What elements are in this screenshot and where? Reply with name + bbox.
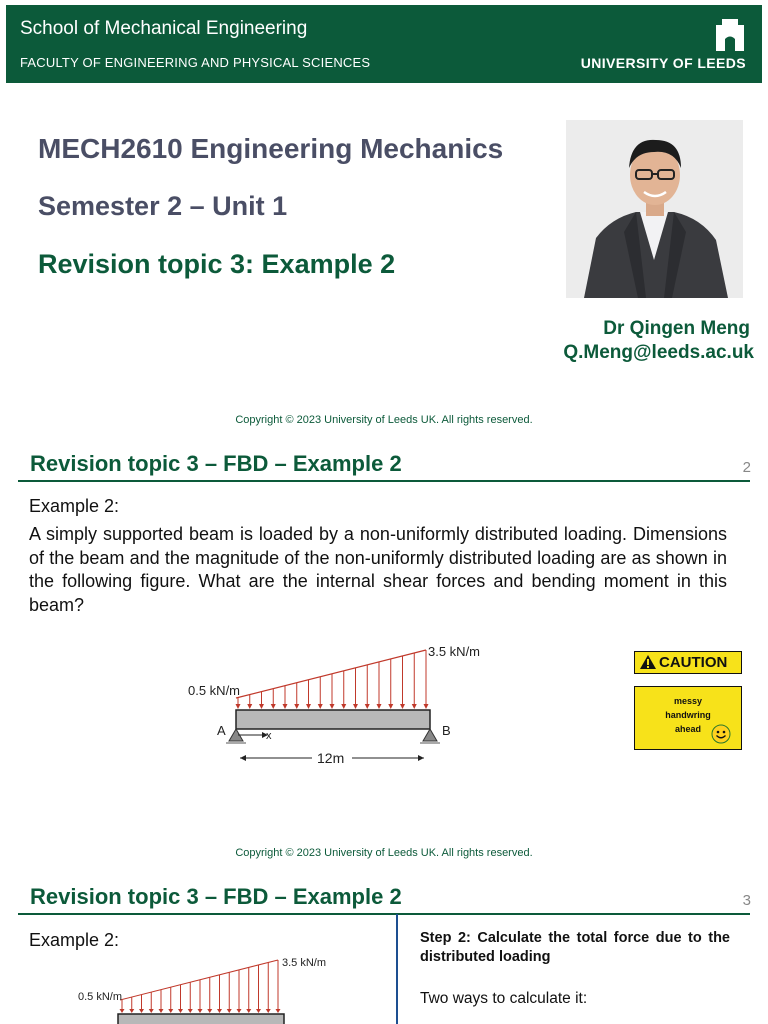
caution-sign — [634, 651, 742, 674]
beam-diagram-small — [70, 950, 350, 1024]
course-title: MECH2610 Engineering Mechanics — [38, 133, 504, 164]
distributed-load-arrows — [236, 650, 429, 709]
load-arrowhead — [247, 704, 252, 709]
load-arrowhead — [276, 1009, 281, 1013]
title-slide — [0, 0, 768, 430]
revision-title: Revision topic 3: Example 2 — [38, 249, 396, 279]
messy-line-3: ahead — [674, 724, 701, 734]
load-arrowhead — [198, 1009, 203, 1013]
load-arrowhead — [139, 1009, 144, 1013]
load-arrowhead — [188, 1009, 193, 1013]
school-name: School of Mechanical Engineering — [20, 18, 308, 39]
load-left-label: 0.5 kN/m — [78, 991, 123, 1003]
page-number: 2 — [742, 459, 751, 476]
title-rule — [18, 480, 750, 482]
caution-text: CAUTION — [659, 654, 728, 671]
smiley-icon — [711, 724, 731, 744]
load-arrowhead — [271, 704, 276, 709]
load-arrowhead — [259, 704, 264, 709]
load-arrowhead — [388, 704, 393, 709]
load-arrowhead — [159, 1009, 164, 1013]
faculty-name: FACULTY OF ENGINEERING AND PHYSICAL SCIENCES — [20, 55, 371, 70]
support-a-label: A — [217, 723, 226, 738]
support-b-label: B — [442, 723, 451, 738]
messy-line-2: handwring — [665, 710, 711, 720]
load-arrowhead — [217, 1009, 222, 1013]
load-arrowhead — [294, 704, 299, 709]
load-arrowhead — [178, 1009, 183, 1013]
load-arrowhead — [227, 1009, 232, 1013]
support-b-icon — [423, 729, 437, 741]
example-label: Example 2: — [29, 930, 120, 950]
load-arrowhead — [412, 704, 417, 709]
load-right-label: 3.5 kN/m — [282, 957, 327, 969]
load-arrowhead — [318, 704, 323, 709]
load-arrowhead — [330, 704, 335, 709]
load-arrowhead — [266, 1009, 271, 1013]
load-arrowhead — [306, 704, 311, 709]
copyright-text: Copyright © 2023 University of Leeds UK. All rights reserved. — [235, 847, 533, 859]
lecturer-name: Dr Qingen Meng — [603, 318, 750, 339]
load-arrowhead — [120, 1009, 125, 1013]
load-right-label: 3.5 kN/m — [428, 644, 481, 659]
load-arrowhead — [149, 1009, 154, 1013]
load-arrowhead — [400, 704, 405, 709]
slide-title: Revision topic 3 – FBD – Example 2 — [30, 451, 402, 476]
beam-diagram — [180, 640, 500, 770]
load-arrowhead — [377, 704, 382, 709]
page-number: 3 — [742, 892, 751, 909]
column-divider — [396, 914, 398, 1024]
semester-title: Semester 2 – Unit 1 — [38, 191, 288, 221]
university-name: UNIVERSITY OF LEEDS — [580, 55, 746, 71]
load-arrowhead — [341, 704, 346, 709]
copyright-text: Copyright © 2023 University of Leeds UK. All rights reserved. — [235, 414, 533, 426]
messy-line-1: messy — [673, 696, 703, 706]
load-arrowhead — [207, 1009, 212, 1013]
lecturer-photo — [566, 120, 743, 298]
load-arrowhead — [283, 704, 288, 709]
title-rule — [18, 913, 750, 915]
step-heading: Step 2: Calculate the total force due to the distributed loading — [420, 930, 730, 965]
load-envelope — [120, 960, 278, 1000]
problem-statement: A simply supported beam is loaded by a non-uniformly distributed loading. Dimensions of the beam and the magnitude of the non-uniformly distributed loading are as shown in the following figure. What are the internal shear forces and bending moment in this beam? — [29, 524, 727, 615]
load-arrowhead — [129, 1009, 134, 1013]
university-logo-icon — [716, 19, 744, 51]
load-arrowhead — [237, 1009, 242, 1013]
x-axis-label: x — [266, 730, 272, 742]
distributed-load-arrows — [120, 960, 281, 1013]
lecturer-email[interactable]: Q.Meng@leeds.ac.uk — [563, 342, 754, 363]
example-label: Example 2: — [29, 496, 120, 516]
load-arrowhead — [256, 1009, 261, 1013]
load-arrowhead — [168, 1009, 173, 1013]
load-envelope — [236, 650, 426, 698]
load-arrowhead — [365, 704, 370, 709]
load-left-label: 0.5 kN/m — [188, 683, 241, 698]
load-arrowhead — [236, 704, 241, 709]
beam — [118, 1014, 284, 1024]
slide-title: Revision topic 3 – FBD – Example 2 — [30, 884, 402, 909]
beam — [236, 710, 430, 729]
warning-icon — [639, 654, 657, 670]
load-arrowhead — [246, 1009, 251, 1013]
length-label: 12m — [317, 750, 345, 766]
slide-header — [6, 5, 762, 83]
messy-handwriting-sign — [634, 686, 742, 750]
load-arrowhead — [353, 704, 358, 709]
step-text: Two ways to calculate it: — [420, 990, 588, 1007]
load-arrowhead — [424, 704, 429, 709]
